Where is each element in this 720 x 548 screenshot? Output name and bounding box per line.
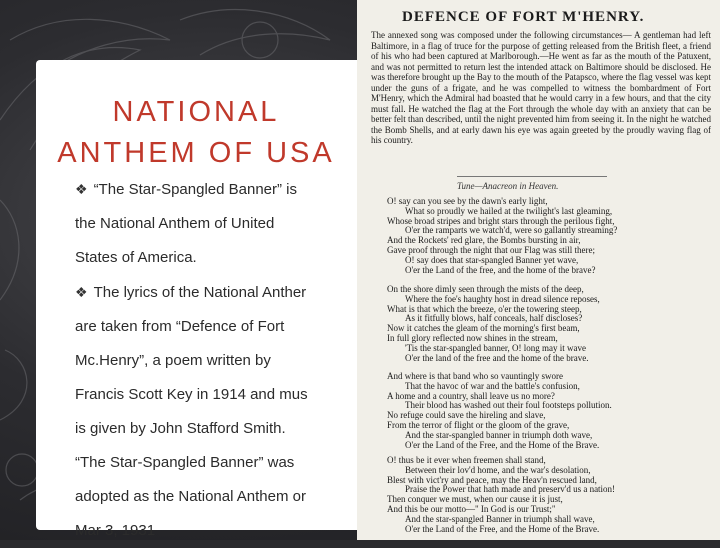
document-title: DEFENCE OF FORT M'HENRY. <box>402 9 645 25</box>
bullet-1-line-3: States of America. <box>75 249 197 266</box>
stanza-line: Blest with vict'ry and peace, may the Heav'n rescued land, <box>387 474 597 485</box>
stanza-line: O! thus be it ever when freemen shall stand, <box>387 455 546 465</box>
bullet-2-line-4: Francis Scott Key in 1914 and mus <box>75 386 308 403</box>
stanza-line: O'er the land of the free and the home of the brave. <box>405 352 589 363</box>
document-intro: The annexed song was composed under the following circumstances— A gentleman had left Baltimore, in a flag of truce for the purpose of getting released from the British fleet, a friend of his who had been captured at Marlborough.—He went as far as the mouth of the Patuxent, and was not permitted to return lest the intended attack on Baltimore should be disclosed. He was therefore brought up the Bay to the mouth of the Patapsco, where the flag vessel was kept under the guns of a frigate, and he was compelled to witness the bombardment of Fort M'Henry, which the Admiral had boasted that he would carry in a few hours, and that the city must fall. He watched the flag at the Fort through the whole day with an anxiety that can be better felt than described, until the night prevented him from seeing it. In the night he watched the Bomb Shells, and at early dawn his eye was again greeted by the proudly waving flag of his country. <box>371 30 711 145</box>
title-line-2: ANTHEM OF USA <box>57 137 335 169</box>
stanza-line: O! say can you see by the dawn's early light, <box>387 196 548 206</box>
stanza-line: Their blood has washed out their foul footsteps pollution. <box>405 400 612 411</box>
stanza-line: From the terror of flight or the gloom of the grave, <box>387 419 570 430</box>
diamond-bullet-icon: ❖ <box>75 284 88 300</box>
stanza-3 <box>387 372 717 450</box>
stanza-line: On the shore dimly seen through the mists of the deep, <box>387 284 584 294</box>
stanza-line: And this be our motto—" In God is our Trust;" <box>387 503 556 514</box>
bullet-1-text: “The Star-Spangled Banner” is <box>93 181 297 198</box>
stanza-line: Then conquer we must, when our cause it is just, <box>387 494 563 505</box>
stanza-line: O'er the Land of the free, and the home of the brave? <box>405 264 596 275</box>
bullet-1-line-2: the National Anthem of United <box>75 215 275 232</box>
stanza-line: Between their lov'd home, and the war's desolation, <box>405 464 591 475</box>
bullet-2-line-5: is given by John Stafford Smith. <box>75 420 286 437</box>
stanza-line: Now it catches the gleam of the morning's first beam, <box>387 323 580 334</box>
stanza-line: O! say does that star-spangled Banner yet wave, <box>405 254 579 265</box>
stanza-line: No refuge could save the hireling and slave, <box>387 410 546 421</box>
stanza-line: Whose broad stripes and bright stars through the perilous fight, <box>387 215 615 226</box>
stanza-line: And the star-spangled banner in triumph doth wave, <box>405 429 593 440</box>
stanza-line: In full glory reflected now shines in the stream, <box>387 332 558 343</box>
stanza-line: As it fitfully blows, half conceals, half discloses? <box>405 313 583 324</box>
stanza-2 <box>387 285 717 363</box>
stanza-line: What so proudly we hailed at the twilight's last gleaming, <box>405 205 613 216</box>
stanza-line: That the havoc of war and the battle's confusion, <box>405 380 580 391</box>
diamond-bullet-icon: ❖ <box>75 181 88 197</box>
bullet-2-text: The lyrics of the National Anther <box>93 284 307 301</box>
document-tune: Tune—Anacreon in Heaven. <box>457 181 559 191</box>
stanza-line: Praise the Power that hath made and preserv'd us a nation! <box>405 484 616 495</box>
bullet-2-line-6: “The Star-Spangled Banner” was <box>75 454 295 471</box>
stanza-line: And the Rockets' red glare, the Bombs bursting in air, <box>387 235 581 246</box>
stanza-line: Gave proof through the night that our Flag was still there; <box>387 244 595 255</box>
stanza-4 <box>387 456 717 534</box>
historical-document-image <box>357 0 720 540</box>
stanza-line: A home and a country, shall leave us no more? <box>387 390 555 401</box>
bullet-2-line-8: Mar 3, 1931 <box>75 522 156 539</box>
divider <box>457 176 607 177</box>
stanza-1 <box>387 197 717 275</box>
stanza-line: O'er the Land of the Free, and the Home of the Brave. <box>405 439 600 450</box>
stanza-line: What is that which the breeze, o'er the towering steep, <box>387 303 582 314</box>
bullet-2 <box>75 275 375 310</box>
stanza-line: 'Tis the star-spangled banner, O! long may it wave <box>405 342 586 353</box>
stanza-line: And where is that band who so vauntingly swore <box>387 371 563 381</box>
bullet-2-line-7: adopted as the National Anthem or <box>75 488 306 505</box>
stanza-line: And the star-spangled Banner in triumph shall wave, <box>405 513 595 524</box>
slide-title <box>36 92 356 174</box>
slide-body <box>75 172 375 548</box>
bullet-2-line-3: Mc.Henry”, a poem written by <box>75 352 271 369</box>
stanza-line: O'er the ramparts we watch'd, were so gallantly streaming? <box>405 225 618 236</box>
bullet-1 <box>75 172 375 207</box>
stanza-line: Where the foe's haughty host in dread silence reposes, <box>405 293 600 304</box>
bullet-2-line-2: are taken from “Defence of Fort <box>75 318 285 335</box>
title-line-1: NATIONAL <box>112 96 280 128</box>
stanza-line: O'er the Land of the Free, and the Home of the Brave. <box>405 523 600 534</box>
